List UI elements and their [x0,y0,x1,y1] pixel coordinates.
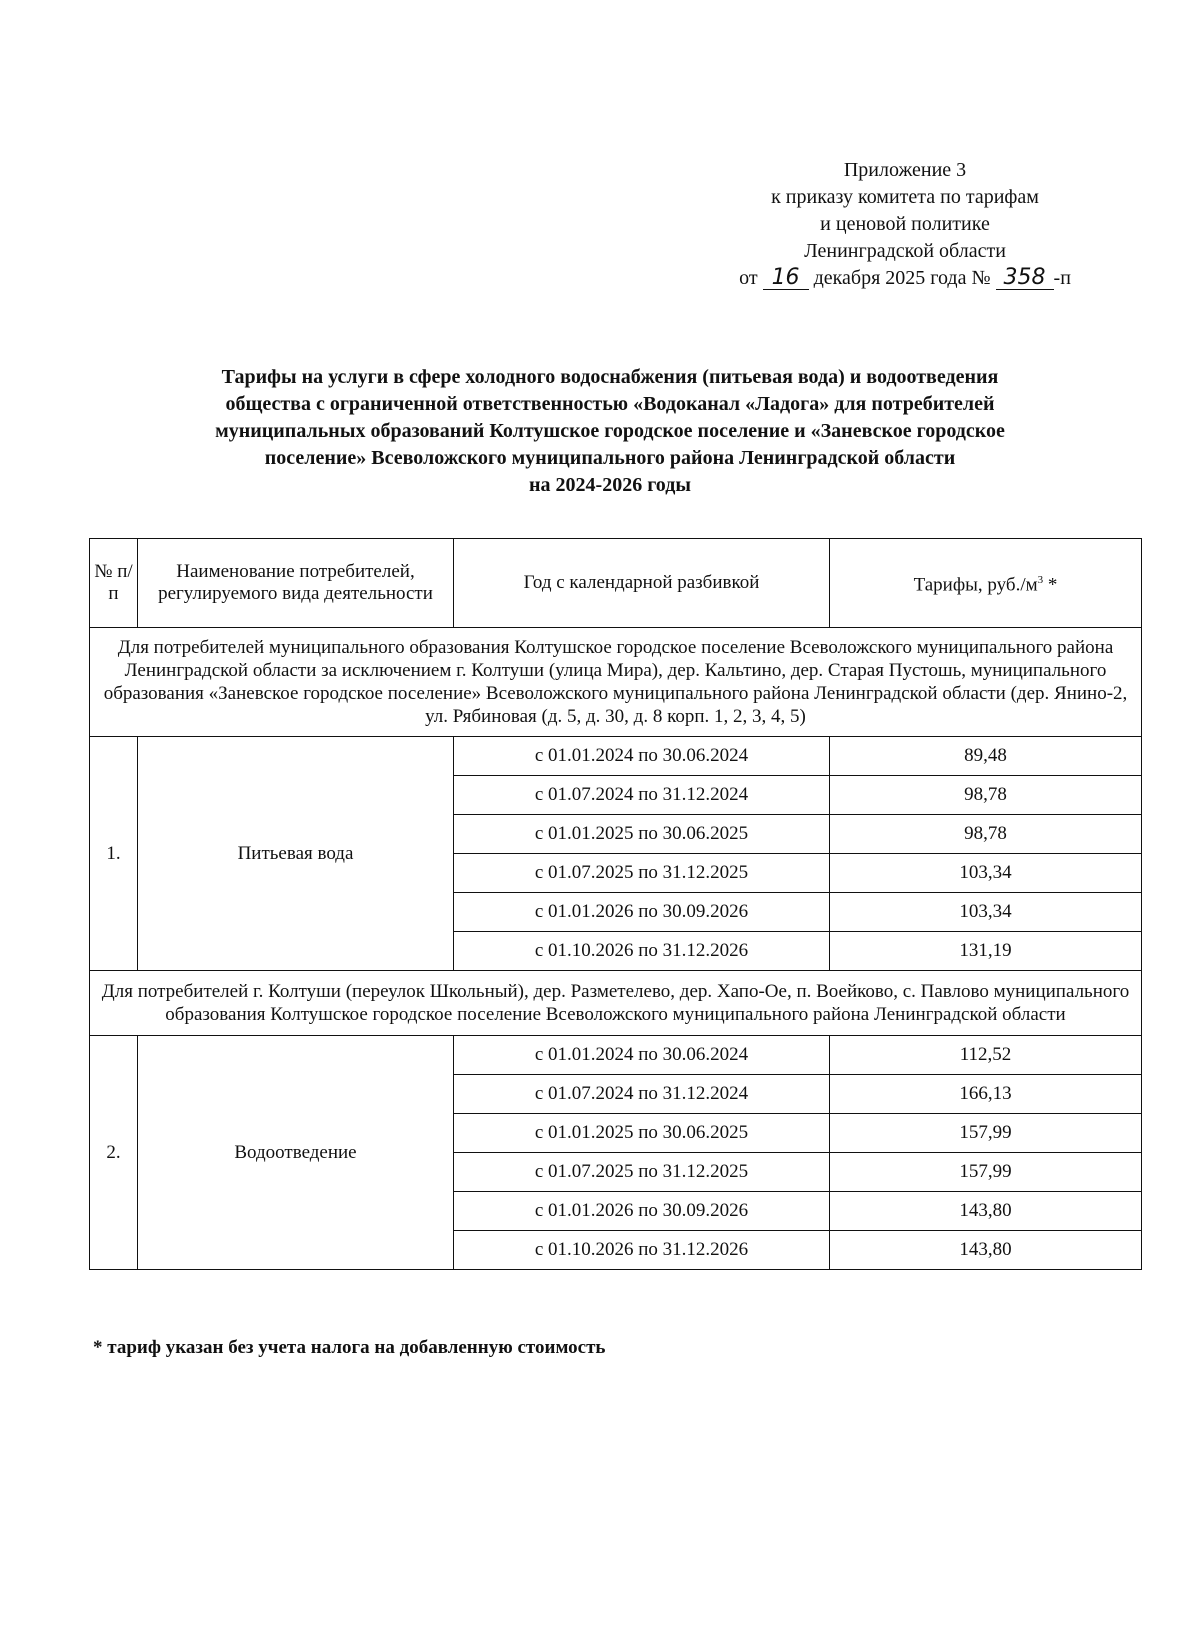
tariff-cell: 103,34 [830,854,1142,893]
period-cell: с 01.07.2025 по 31.12.2025 [454,854,830,893]
header-num: № п/п [90,539,138,628]
group1-name: Питьевая вода [138,737,454,971]
period-cell: с 01.01.2024 по 30.06.2024 [454,737,830,776]
section-row-2 [90,971,1142,1036]
date-middle: декабря 2025 года № [813,267,991,289]
period-cell: с 01.10.2026 по 31.12.2026 [454,1231,830,1270]
table-row [90,737,1142,776]
group2-num: 2. [90,1036,138,1270]
section-caption-2: Для потребителей г. Колтуши (переулок Школьный), дер. Разметелево, дер. Хапо-Ое, п. Воейково, с. Павлово муниципального образования Колтушское городское поселение Всеволожского муниципального района Ленинградской области [90,971,1142,1036]
table-row [90,1036,1142,1075]
document-title [110,364,1110,499]
tariff-cell: 157,99 [830,1114,1142,1153]
tariff-cell: 98,78 [830,815,1142,854]
tariff-cell: 89,48 [830,737,1142,776]
header-name: Наименование потребителей, регулируемого вида деятельности [138,539,454,628]
appendix-block [705,157,1105,292]
tariff-cell: 143,80 [830,1231,1142,1270]
header-period: Год с календарной разбивкой [454,539,830,628]
header-tariff-sup: 3 [1037,574,1044,587]
header-tariff-label: Тарифы, руб./м [913,574,1038,596]
header-tariff [830,539,1142,628]
tariff-cell: 143,80 [830,1192,1142,1231]
section-caption-1: Для потребителей муниципального образования Колтушское городское поселение Всеволожского муниципального района Ленинградской области за исключением г. Колтуши (улица Мира), дер. Кальтино, дер. Старая Пустошь, муниципального образования «Заневское городское поселение» Всеволожского муниципального района Ленинградской области (дер. Янино-2, ул. Рябиновая (д. 5, д. 30, д. 8 корп. 1, 2, 3, 4, 5) [90,628,1142,737]
period-cell: с 01.10.2026 по 31.12.2026 [454,932,830,971]
title-line-1: Тарифы на услуги в сфере холодного водоснабжения (питьевая вода) и водоотведения [221,366,999,388]
appendix-title: Приложение 3 [843,159,967,181]
appendix-policy-line: и ценовой политике [820,213,990,235]
period-cell: с 01.01.2025 по 30.06.2025 [454,1114,830,1153]
period-cell: с 01.07.2024 по 31.12.2024 [454,1075,830,1114]
group1-num: 1. [90,737,138,971]
tariff-cell: 112,52 [830,1036,1142,1075]
title-line-2: общества с ограниченной ответственностью «Водоканал «Ладога» для потребителей [225,393,995,415]
header-tariff-mark: * [1043,574,1058,596]
period-cell: с 01.01.2026 по 30.09.2026 [454,1192,830,1231]
appendix-date-line [705,265,1105,292]
title-line-4: поселение» Всеволожского муниципального района Ленинградской области [264,447,956,469]
date-prefix: от [739,267,758,289]
period-cell: с 01.01.2025 по 30.06.2025 [454,815,830,854]
order-suffix: -п [1053,267,1071,289]
footnote: * тариф указан без учета налога на добавленную стоимость [93,1337,606,1358]
period-cell: с 01.01.2026 по 30.09.2026 [454,893,830,932]
section-row-1 [90,628,1142,737]
tariff-cell: 157,99 [830,1153,1142,1192]
handwritten-order-number: 358 [996,267,1054,290]
period-cell: с 01.01.2024 по 30.06.2024 [454,1036,830,1075]
group2-name: Водоотведение [138,1036,454,1270]
title-line-5: на 2024-2026 годы [529,474,691,496]
appendix-region-line: Ленинградской области [804,240,1006,262]
period-cell: с 01.07.2024 по 31.12.2024 [454,776,830,815]
tariff-cell: 166,13 [830,1075,1142,1114]
title-line-3: муниципальных образований Колтушское городское поселение и «Заневское городское [215,420,1005,442]
period-cell: с 01.07.2025 по 31.12.2025 [454,1153,830,1192]
tariff-cell: 131,19 [830,932,1142,971]
handwritten-day: 16 [763,267,809,290]
tariff-cell: 98,78 [830,776,1142,815]
appendix-order-line: к приказу комитета по тарифам [771,186,1039,208]
tariff-cell: 103,34 [830,893,1142,932]
tariffs-table [89,538,1142,1270]
table-header-row [90,539,1142,628]
